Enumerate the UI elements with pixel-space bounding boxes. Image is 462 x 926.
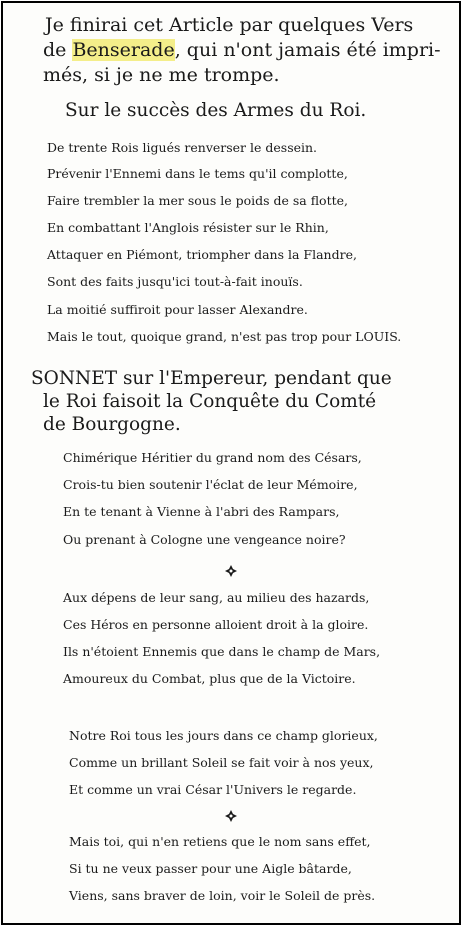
verse-line: La moitié suffiroit pour lasser Alexandre. — [47, 302, 308, 317]
intro-text: de — [43, 39, 73, 61]
verse-line: En combattant l'Anglois résister sur le Rhin, — [47, 220, 329, 235]
verse-line: De trente Rois ligués renverser le dessein. — [47, 140, 318, 155]
verse-line: Mais toi, qui n'en retiens que le nom sans effet, — [69, 834, 371, 849]
sonnet-title-line: le Roi faisoit la Conquête du Comté — [43, 391, 377, 412]
intro-line: més, si je ne me trompe. — [43, 64, 280, 86]
intro-line — [43, 38, 443, 63]
verse-line: Mais le tout, quoique grand, n'est pas trop pour LOUIS. — [47, 329, 402, 344]
highlighted-name: Benserade — [72, 39, 175, 61]
verse-line: Sont des faits jusqu'ici tout-à-fait inouïs. — [47, 274, 303, 289]
verse-line: Prévenir l'Ennemi dans le tems qu'il complotte, — [47, 166, 348, 181]
document-page — [1, 1, 461, 925]
verse-line: Faire trembler la mer sous le poids de sa flotte, — [47, 193, 348, 208]
sonnet-title-line: de Bourgogne. — [43, 414, 181, 435]
sonnet-title-line: SONNET sur l'Empereur, pendant que — [31, 368, 392, 389]
verse-line: Viens, sans braver de loin, voir le Soleil de près. — [69, 888, 376, 903]
verse-line: Ces Héros en personne alloient droit à la gloire. — [63, 617, 369, 632]
poem-title: Sur le succès des Armes du Roi. — [65, 100, 367, 121]
verse-line: Crois-tu bien soutenir l'éclat de leur Mémoire, — [63, 477, 358, 492]
verse-line: Et comme un vrai César l'Univers le regarde. — [69, 782, 357, 797]
verse-line: Ils n'étoient Ennemis que dans le champ de Mars, — [63, 644, 381, 659]
verse-line: Notre Roi tous les jours dans ce champ glorieux, — [69, 728, 378, 743]
verse-line: En te tenant à Vienne à l'abri des Rampars, — [63, 504, 340, 519]
verse-line: Amoureux du Combat, plus que de la Victoire. — [63, 671, 356, 686]
verse-line: Attaquer en Piémont, triompher dans la Flandre, — [47, 247, 357, 262]
verse-line: Chimérique Héritier du grand nom des Césars, — [63, 450, 362, 465]
verse-line: Aux dépens de leur sang, au milieu des hazards, — [63, 590, 370, 605]
fleuron-ornament-icon — [225, 810, 237, 822]
verse-line: Comme un brillant Soleil se fait voir à nos yeux, — [69, 755, 374, 770]
intro-paragraph — [43, 13, 443, 88]
verse-line: Ou prenant à Cologne une vengeance noire? — [63, 532, 346, 547]
fleuron-ornament-icon — [225, 565, 237, 577]
intro-line: Je finirai cet Article par quelques Vers — [45, 14, 414, 36]
verse-line: Si tu ne veux passer pour une Aigle bâtarde, — [69, 861, 352, 876]
sonnet-title — [31, 367, 446, 436]
intro-text: , qui n'ont jamais été impri- — [174, 39, 441, 61]
